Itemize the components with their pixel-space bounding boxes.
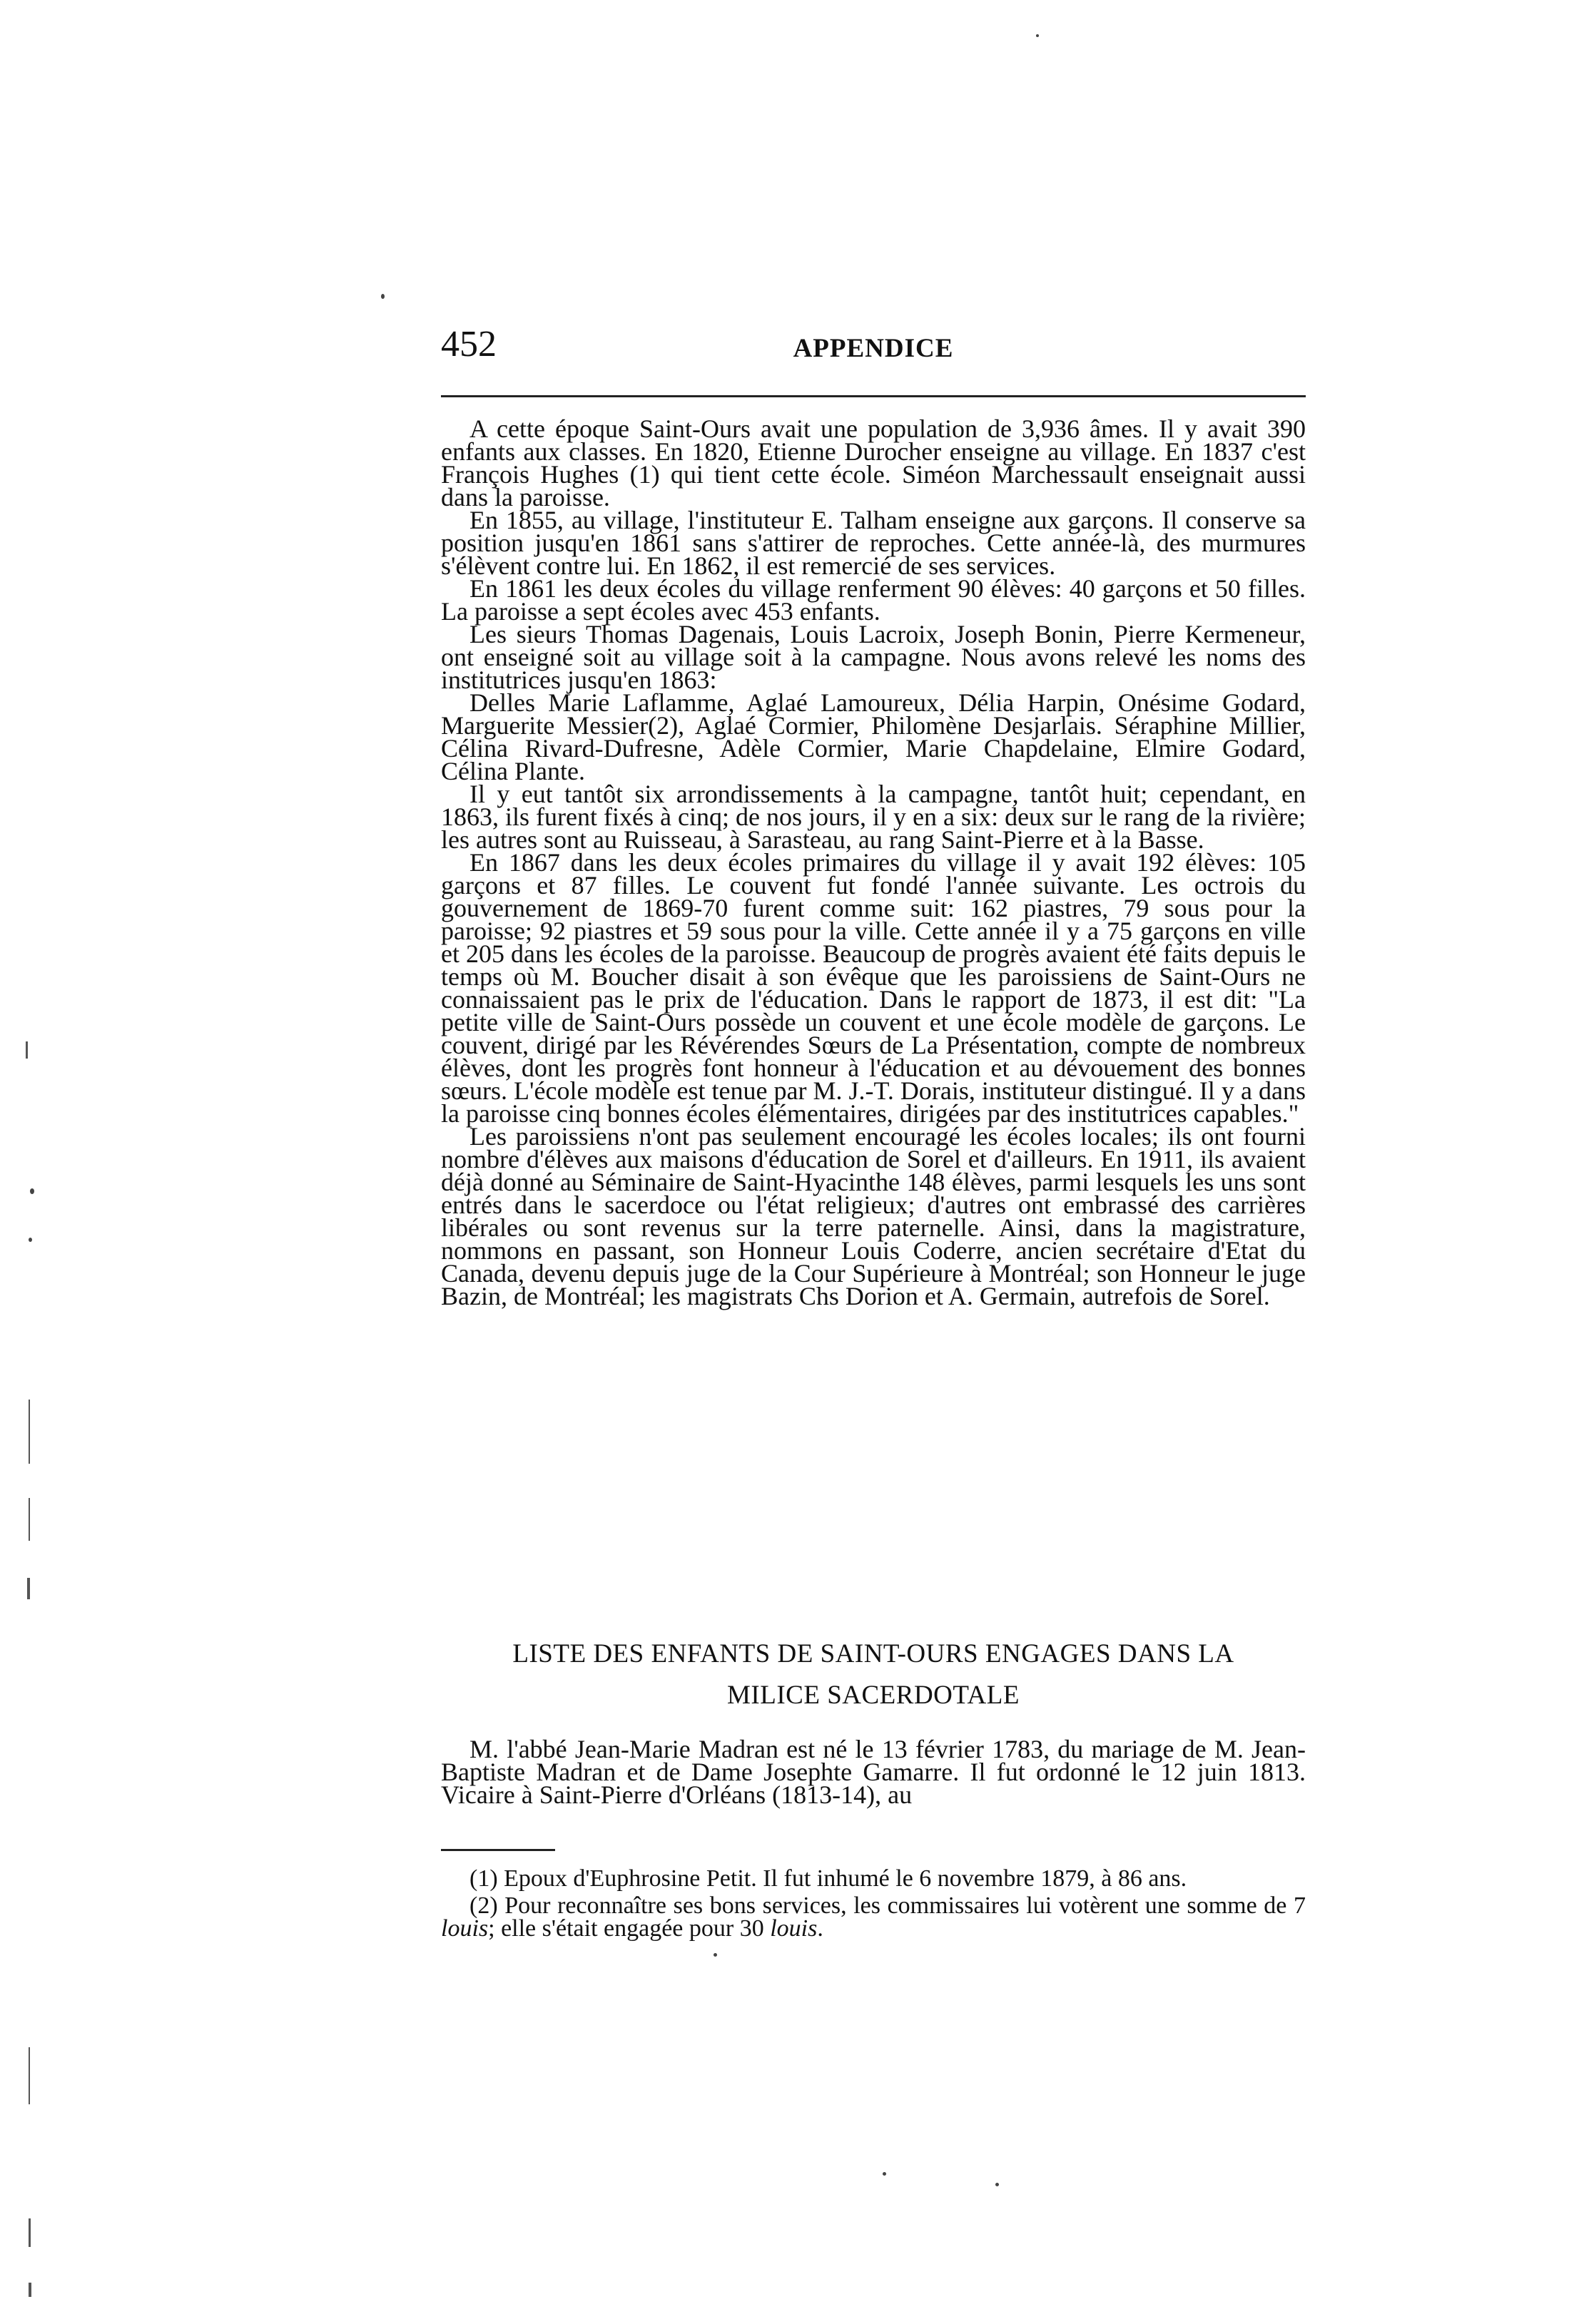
header-rule: [441, 395, 1306, 397]
page-number: 452: [441, 324, 497, 365]
main-text: [441, 414, 1306, 1310]
section-title-line: LISTE DES ENFANTS DE SAINT-OURS ENGAGES DANS LA: [512, 1639, 1234, 1668]
footnote-2-text: .: [817, 1915, 823, 1942]
section-text: [441, 1735, 1306, 1809]
footnote-2: [441, 1892, 1306, 1942]
margin-mark: [29, 1400, 30, 1464]
footnote-2-italic: louis: [441, 1915, 489, 1942]
scan-speck: [381, 294, 385, 299]
scan-speck: [29, 1238, 32, 1242]
footnote-2-text: ; elle s'était engagée pour 30: [488, 1915, 771, 1942]
scan-speck: [30, 1188, 34, 1194]
paragraph: Il y eut tantôt six arrondissements à la campagne, tantôt huit; cependant, en 1863, ils furent fixés à cinq; de nos jours, il y en a six: deux sur le rang de la rivière; les autres sont au Ruisseau, à Sarasteau, au rang Saint-Pierre et à la Basse.: [441, 780, 1306, 854]
footnote-2-italic: louis: [770, 1915, 818, 1942]
footnote-1: (1) Epoux d'Euphrosine Petit. Il fut inhumé le 6 novembre 1879, à 86 ans.: [469, 1865, 1187, 1892]
paragraph: En 1855, au village, l'instituteur E. Talham enseigne aux garçons. Il conserve sa position jusqu'en 1861 sans s'attirer de reproches. Cette année-là, des murmures s'élèvent contre lui. En 1862, il est remercié de ses services.: [441, 506, 1306, 580]
footnote-2-text: (2) Pour reconnaître ses bons services, les commissaires lui votèrent une somme de 7: [469, 1892, 1306, 1919]
page-header: [441, 320, 1306, 370]
running-head: APPENDICE: [793, 334, 954, 363]
scan-speck: [1036, 34, 1039, 37]
margin-mark: [29, 1498, 30, 1541]
paragraph: Les sieurs Thomas Dagenais, Louis Lacroix, Joseph Bonin, Pierre Kermeneur, ont enseigné soit au village soit à la campagne. Nous avons relevé les noms des institutrices jusqu'en 1863:: [441, 620, 1306, 694]
footnote-rule: [441, 1849, 555, 1851]
paragraph: Les paroissiens n'ont pas seulement encouragé les écoles locales; ils ont fourni nombre d'élèves aux maisons d'éducation de Sorel et d'ailleurs. En 1911, ils avaient déjà donné au Séminaire de Saint-Hyacinthe 148 élèves, parmi lesquels les uns sont entrés dans le sacerdoce ou l'état religieux; d'autres ont embrassé des carrières libérales ou sont revenus sur la terre paternelle. Ainsi, dans la magistrature, nommons en passant, son Honneur Louis Coderre, ancien secrétaire d'Etat du Canada, devenu depuis juge de la Cour Supérieure à Montréal; son Honneur le juge Bazin, de Montréal; les magistrats Chs Dorion et A. Germain, autrefois de Sorel.: [441, 1122, 1306, 1310]
margin-mark: [29, 2047, 30, 2104]
margin-mark: [29, 2218, 31, 2247]
scan-speck: [883, 2172, 886, 2176]
section-title-line: MILICE SACERDOTALE: [727, 1681, 1020, 1710]
paragraph: Delles Marie Laflamme, Aglaé Lamoureux, Délia Harpin, Onésime Godard, Marguerite Messier(2), Aglaé Cormier, Philomène Desjarlais. Séraphine Millier, Célina Rivard-Dufresne, Adèle Cormier, Marie Chapdelaine, Elmire Godard, Célina Plante.: [441, 688, 1306, 785]
footnotes: [441, 1867, 1306, 1945]
section-title: [441, 1634, 1306, 1716]
scan-speck: [714, 1953, 717, 1957]
paragraph: En 1861 les deux écoles du village renferment 90 élèves: 40 garçons et 50 filles. La paroisse a sept écoles avec 453 enfants.: [441, 574, 1306, 626]
paragraph: A cette époque Saint-Ours avait une population de 3,936 âmes. Il y avait 390 enfants aux classes. En 1820, Etienne Durocher enseigne au village. En 1837 c'est François Hughes (1) qui tient cette école. Siméon Marchessault enseignait aussi dans la paroisse.: [441, 414, 1306, 511]
margin-mark: [29, 2283, 31, 2297]
paragraph: En 1867 dans les deux écoles primaires du village il y avait 192 élèves: 105 garçons et 87 filles. Le couvent fut fondé l'année suivante. Les octrois du gouvernement de 1869-70 furent comme suit: 162 piastres, 79 sous pour la paroisse; 92 piastres et 59 sous pour la ville. Cette année il y a 75 garçons en ville et 205 dans les écoles de la paroisse. Beaucoup de progrès avaient été faits depuis le temps où M. Boucher disait à son évêque que les paroissiens de Saint-Ours ne connaissaient pas le prix de l'éducation. Dans le rapport de 1873, il est dit: "La petite ville de Saint-Ours possède un couvent et une école modèle de garçons. Le couvent, dirigé par les Révérendes Sœurs de La Présentation, compte de nombreux élèves, dont les progrès font honneur à l'éducation et au dévouement des bonnes sœurs. L'école modèle est tenue par M. J.-T. Dorais, instituteur distingué. Il y a dans la paroisse cinq bonnes écoles élémentaires, dirigées par des institutrices capables.": [441, 848, 1306, 1128]
margin-mark: [27, 1578, 30, 1599]
margin-mark: [26, 1041, 28, 1059]
scan-speck: [995, 2183, 999, 2186]
paragraph: M. l'abbé Jean-Marie Madran est né le 13 février 1783, du mariage de M. Jean-Baptiste Madran et de Dame Josephte Gamarre. Il fut ordonné le 12 juin 1813. Vicaire à Saint-Pierre d'Orléans (1813-14), au: [441, 1735, 1306, 1809]
